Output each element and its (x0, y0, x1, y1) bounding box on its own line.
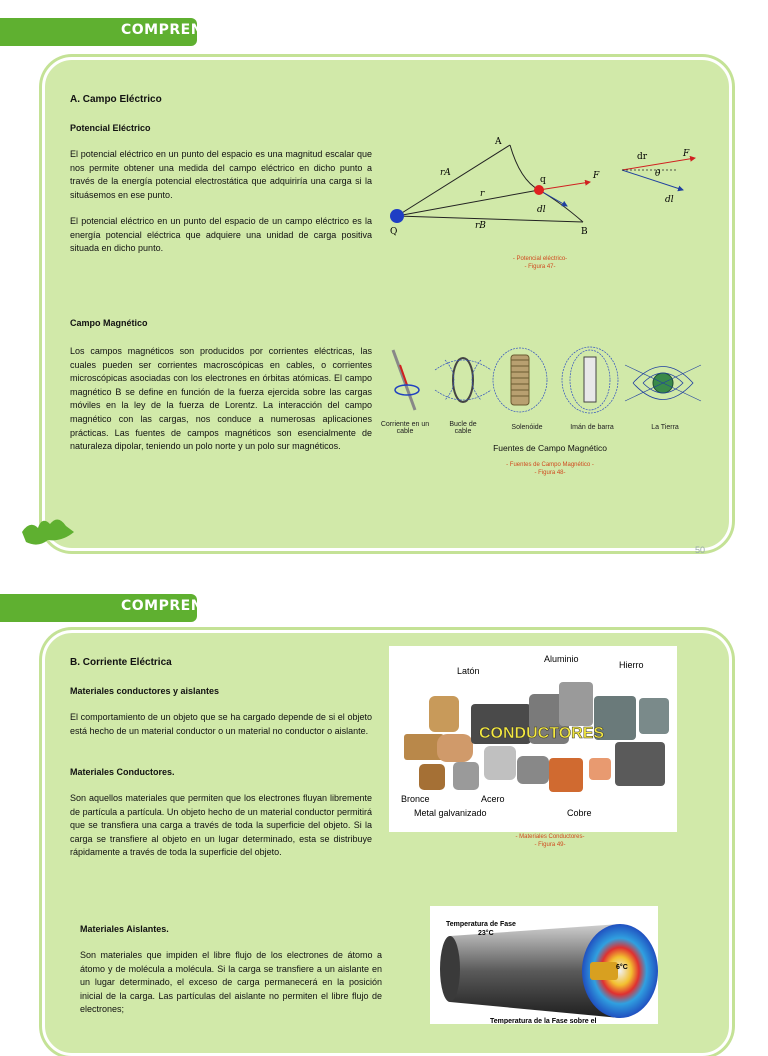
cable-back-end (440, 936, 460, 1002)
detail-label-dr: dr (637, 152, 648, 162)
detail-label-theta: θ (655, 169, 661, 179)
conductor-core (590, 962, 618, 980)
comprendo-label-2: COMPRENDO (121, 598, 228, 614)
label-rA: rA (440, 168, 451, 178)
bar-magnet-icon (562, 347, 618, 413)
source-label-2: Bucle de cable (449, 421, 477, 435)
core-temp-label: 6°C (616, 964, 628, 971)
aislantes-heading: Materiales Aislantes. (80, 924, 169, 934)
fig47-caption-line2: - Figura 47- (524, 264, 556, 270)
source-label-3: Solenóide (511, 424, 543, 431)
label-r: r (480, 189, 485, 199)
comprendo-label: COMPRENDO (121, 22, 228, 38)
page-number: 50 (695, 545, 706, 555)
comprendo-tag-2 (0, 594, 228, 622)
label-Q: Q (390, 227, 398, 237)
materiales-paragraph: El comportamiento de un objeto que se ha cargado depende de si el objeto está hecho de un material conductor o un material no conductor o aislante. (70, 712, 372, 736)
source-label-4: Imán de barra (570, 424, 614, 431)
potencial-paragraph-1: El potencial eléctrico en un punto del espacio es una magnitud escalar que nos permite obtener una medida del campo eléctrico en dicho punto a través de la energía potencial electrostática que adquiriría una carga si la situásemos en ese punto. (70, 149, 372, 200)
fig48-caption-line1: - Fuentes de Campo Magnético - (506, 462, 594, 468)
leaf-decoration-icon (18, 512, 78, 552)
magnetic-sources-diagram (385, 345, 715, 415)
label-bronce: Bronce (401, 794, 430, 804)
potencial-diagram (385, 130, 715, 245)
label-laton: Latón (457, 666, 480, 676)
wire-loop-icon (435, 358, 491, 402)
path-curve (510, 145, 583, 222)
charge-Q (390, 209, 404, 223)
label-F: F (593, 171, 600, 181)
label-A: A (495, 137, 502, 147)
fig49-caption-line1: - Materiales Conductores- (515, 834, 585, 840)
label-B: B (581, 227, 588, 237)
fase-value: 23°C (478, 930, 494, 937)
label-cobre: Cobre (567, 808, 592, 818)
detail-label-F: F (683, 149, 690, 159)
fig48-caption-line2: - Figura 48- (534, 470, 566, 476)
label-hierro: Hierro (619, 660, 644, 670)
section-title-2: B. Corriente Eléctrica (70, 657, 172, 668)
magnetico-heading: Campo Magnético (70, 318, 148, 328)
conductores-paragraph: Son aquellos materiales que permiten que los electrones fluyan libremente de partícula a partícula. Un objeto hecho de un material conductor permitirá que se transfiera una carga a través de toda la superficie del objeto. Si la carga se transfiere al objeto en un lugar determinado, esta se distribuye rápidamente a través de toda la superficie del objeto. (70, 793, 372, 858)
label-dl: dl (537, 205, 546, 215)
conductores-heading: Materiales Conductores. (70, 767, 175, 777)
aislantes-paragraph: Son materiales que impiden el libre flujo de los electrones de átomo a átomo y de molécula a molécula. Si la carga se transfiere a un aislante en un lugar determinado, el exceso de carga permanecerá en la posición inicial de la carga. Las partículas del aislante no permiten el libre flujo de electrones; (80, 950, 382, 1015)
cable-temperature-diagram (430, 906, 658, 1024)
fig47-caption (470, 255, 610, 271)
label-aluminio: Aluminio (544, 654, 579, 664)
magnetico-paragraph: Los campos magnéticos son producidos por corrientes eléctricas, las cuales pueden ser corrientes macroscópicas en cables, o corrientes microscópicas asociadas con los electrones en órbitas atómicas. El campo magnético B se define en función de la fuerza ejercida sobre las cargas móviles en la ley de la fuerza de Lorentz. La interacción del campo magnético con las cargas, nos conduce a numerosas aplicaciones prácticas. Las fuentes de campos magnéticos son esencialmente de naturaleza dipolar, teniendo un polo norte y un polo sur magnéticos. (70, 346, 372, 452)
source-label-5: La Tierra (651, 424, 679, 431)
fig48-title: Fuentes de Campo Magnético (493, 443, 607, 453)
detail-label-dl: dl (665, 195, 674, 205)
earth-icon (625, 365, 701, 401)
fig47-caption-line1: - Potencial eléctrico- (512, 256, 568, 262)
detail-dl-vector (622, 170, 683, 190)
conductores-banner: CONDUCTORES (479, 725, 605, 742)
source-label-1: Corriente en un cable (380, 421, 430, 435)
rb-line (397, 216, 583, 222)
materiales-heading: Materiales conductores y aislantes (70, 686, 220, 696)
label-acero: Acero (481, 794, 505, 804)
fig48-caption (470, 461, 630, 477)
fig49-caption (480, 833, 620, 849)
fig49-caption-line2: - Figura 49- (534, 842, 566, 848)
potencial-heading: Potencial Eléctrico (70, 123, 151, 133)
potencial-paragraph-2: El potencial eléctrico en un punto del espacio de un campo eléctrico es la energía potencial eléctrica que adquiere una unidad de carga positiva situada en dicho punto. (70, 216, 372, 254)
label-metal-galvanizado: Metal galvanizado (414, 808, 487, 818)
comprendo-tag (0, 18, 228, 46)
conductores-photo (389, 646, 677, 832)
fase-label: Temperatura de Fase (446, 921, 516, 928)
label-q: q (540, 175, 546, 185)
wire-current-icon (393, 350, 419, 410)
force-vector (539, 182, 590, 190)
solenoid-icon (493, 348, 547, 412)
charge-q (534, 185, 544, 195)
label-rB: rB (475, 221, 486, 231)
bottom-label: Temperatura de la Fase sobre el (490, 1018, 597, 1024)
section-title: A. Campo Eléctrico (70, 94, 162, 105)
